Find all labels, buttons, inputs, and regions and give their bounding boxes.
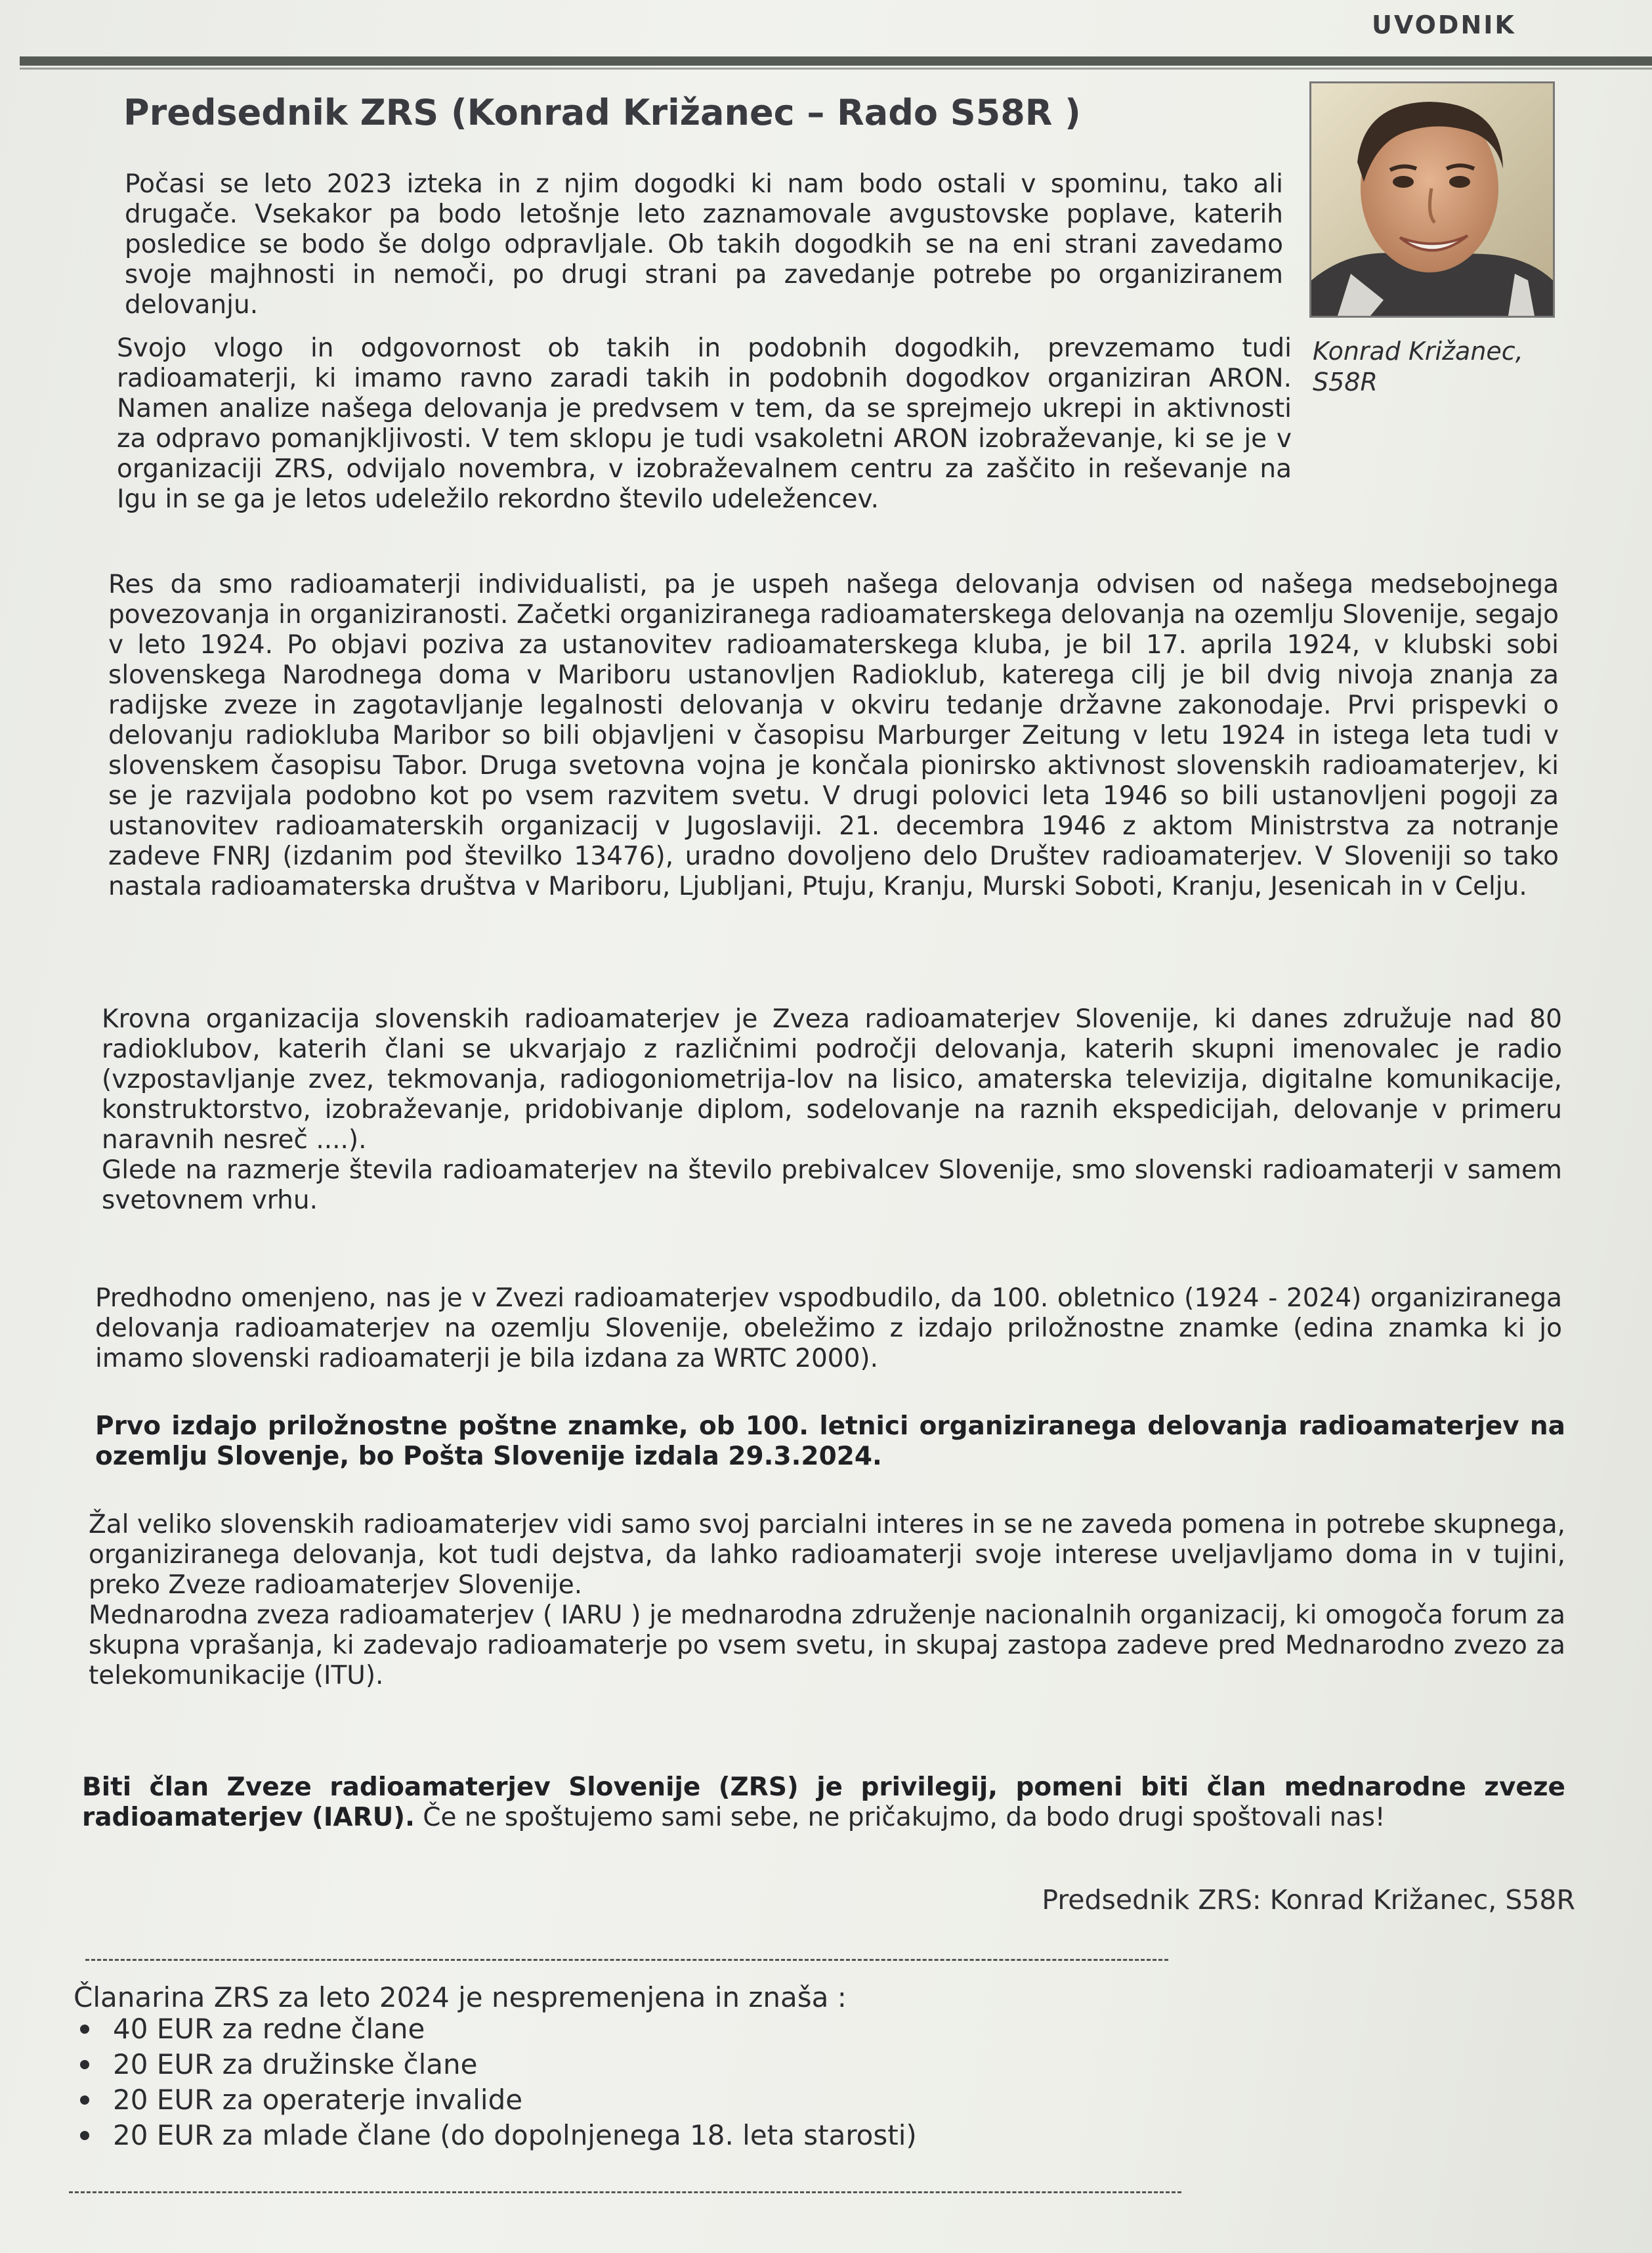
paragraph-2: Svojo vlogo in odgovornost ob takih in podobnih dogodkih, prevzemamo tudi radioamaterji, ki imamo ravno zaradi takih in podobnih dogodkov organiziran ARON. Namen analize našega delovanja je predvsem v tem, da se sprejmejo ukrepi in aktivnosti za odpravo pomanjkljivosti. V tem sklopu je tudi vsakoletni ARON izobraževanje, ki se je v organizaciji ZRS, odvijalo novembra, v izobraževalnem centru za zaščito in reševanje na Igu in se ga je letos udeležilo rekordno število udeležencev. xyxy=(117,333,1292,514)
closing-bold-text: Biti član Zveze radioamaterjev Slovenije (ZRS) je privilegij, pomeni biti član mednarodne zveze radioamaterjev (IARU). xyxy=(82,1772,1565,1832)
fee-text: 20 EUR za mlade člane (do dopolnjenega 18. leta starosti) xyxy=(113,2119,917,2151)
photo-caption: Konrad Križanec, S58R xyxy=(1313,337,1523,397)
separator-bottom xyxy=(69,2191,1181,2193)
paragraph-6: Žal veliko slovenskih radioamaterjev vidi samo svoj parcialni interes in se ne zaveda pomena in potrebe skupnega, organiziranega delovanja, kot tudi dejstva, da lahko radioamaterji svoje interese uveljavljamo doma in v tujini, preko Zveze radioamaterjev Slovenije. Mednarodna zveza radioamaterjev ( IARU ) je mednarodna združenje nacionalnih organizacij, ki omogoča forum za skupna vprašanja, ki zadevajo radioamaterje po vsem svetu, in skupaj zastopa zadeve pred Mednarodno zvezo za telekomunikacije (ITU). xyxy=(89,1510,1565,1690)
article-title: Predsednik ZRS (Konrad Križanec – Rado S58R ) xyxy=(123,92,1081,133)
fee-text: 20 EUR za operaterje invalide xyxy=(113,2084,523,2116)
section-label: UVODNIK xyxy=(1372,11,1516,39)
fee-text: 40 EUR za redne člane xyxy=(113,2013,425,2045)
portrait-illustration xyxy=(1311,83,1553,316)
fee-item xyxy=(74,2047,917,2082)
stamp-announcement: Prvo izdajo priložnostne poštne znamke, ob 100. letnici organiziranega delovanja radioamaterjev na ozemlju Slovenje, bo Pošta Slovenije izdala 29.3.2024. xyxy=(95,1411,1565,1471)
fee-item xyxy=(74,2082,917,2118)
author-photo xyxy=(1309,81,1555,318)
membership-fee-list xyxy=(74,2011,917,2153)
closing-normal-text: Če ne spoštujemo sami sebe, ne pričakujmo, da bodo drugi spoštovali nas! xyxy=(414,1803,1386,1832)
bullet-icon xyxy=(80,2095,89,2105)
separator-top xyxy=(85,1959,1168,1961)
membership-heading: Članarina ZRS za leto 2024 je nespremenjena in znaša : xyxy=(74,1981,847,2013)
paragraph-4: Krovna organizacija slovenskih radioamaterjev je Zveza radioamaterjev Slovenije, ki danes združuje nad 80 radioklubov, katerih člani se ukvarjajo z različnimi področji delovanja, katerih skupni imenovalec je radio (vzpostavljanje zvez, tekmovanja, radiogoniometrija-lov na lisico, amaterska televizija, digitalne komunikacije, konstruktorstvo, izobraževanje, pridobivanje diplom, sodelovanje na raznih ekspedicijah, delovanje v primeru naravnih nesreč ....). Glede na razmerje števila radioamaterjev na število prebivalcev Slovenije, smo slovenski radioamaterji v samem svetovnem vrhu. xyxy=(102,1004,1562,1215)
signature: Predsednik ZRS: Konrad Križanec, S58R xyxy=(1042,1884,1575,1916)
bullet-icon xyxy=(80,2060,89,2069)
bullet-icon xyxy=(80,2131,89,2140)
fee-item xyxy=(74,2011,917,2047)
header-rule xyxy=(20,56,1652,66)
paragraph-5: Predhodno omenjeno, nas je v Zvezi radioamaterjev vspodbudilo, da 100. obletnico (1924 - 2024) organiziranega delovanja radioamaterjev na ozemlju Slovenije, obeležimo z izdajo priložnostne znamke (edina znamka ki jo imamo slovenski radioamaterji je bila izdana za WRTC 2000). xyxy=(95,1283,1562,1373)
fee-item xyxy=(74,2118,917,2153)
header-rule-thin xyxy=(20,68,1652,70)
paragraph-1: Počasi se leto 2023 izteka in z njim dogodki ki nam bodo ostali v spominu, tako ali drugače. Vsekakor pa bodo letošnje leto zaznamovale avgustovske poplave, katerih posledice se bodo še dolgo odpravljale. Ob takih dogodkih se na eni strani zavedamo svoje majhnosti in nemoči, po drugi strani pa zavedanje potrebe po organiziranem delovanju. xyxy=(125,169,1283,320)
closing-paragraph xyxy=(82,1772,1565,1833)
fee-text: 20 EUR za družinske člane xyxy=(113,2048,478,2080)
paragraph-3: Res da smo radioamaterji individualisti, pa je uspeh našega delovanja odvisen od našega medsebojnega povezovanja in organiziranosti. Začetki organiziranega radioamaterskega delovanja na ozemlju Slovenije, segajo v leto 1924. Po objavi poziva za ustanovitev radioamaterskega kluba, je bil 17. aprila 1924, v klubski sobi slovenskega Narodnega doma v Mariboru ustanovljen Radioklub, katerega cilj je bil dvig nivoja znanja za radijske zveze in zagotavljanje legalnosti delovanja v okviru tedanje državne zakonodaje. Prvi prispevki o delovanju radiokluba Maribor so bili objavljeni v časopisu Marburger Zeitung v letu 1924 in istega leta tudi v slovenskem časopisu Tabor. Druga svetovna vojna je končala pionirsko aktivnost slovenskih radioamaterjev, ki se je razvijala podobno kot po vsem razvitem svetu. V drugi polovici leta 1946 so bili ustanovljeni pogoji za ustanovitev radioamaterskih organizacij v Jugoslaviji. 21. decembra 1946 z aktom Ministrstva za notranje zadeve FNRJ (izdanim pod številko 13476), uradno dovoljeno delo Društev radioamaterjev. V Sloveniji so tako nastala radioamaterska društva v Mariboru, Ljubljani, Ptuju, Kranju, Murski Soboti, Kranju, Jesenicah in v Celju. xyxy=(108,570,1559,901)
bullet-icon xyxy=(80,2025,89,2034)
